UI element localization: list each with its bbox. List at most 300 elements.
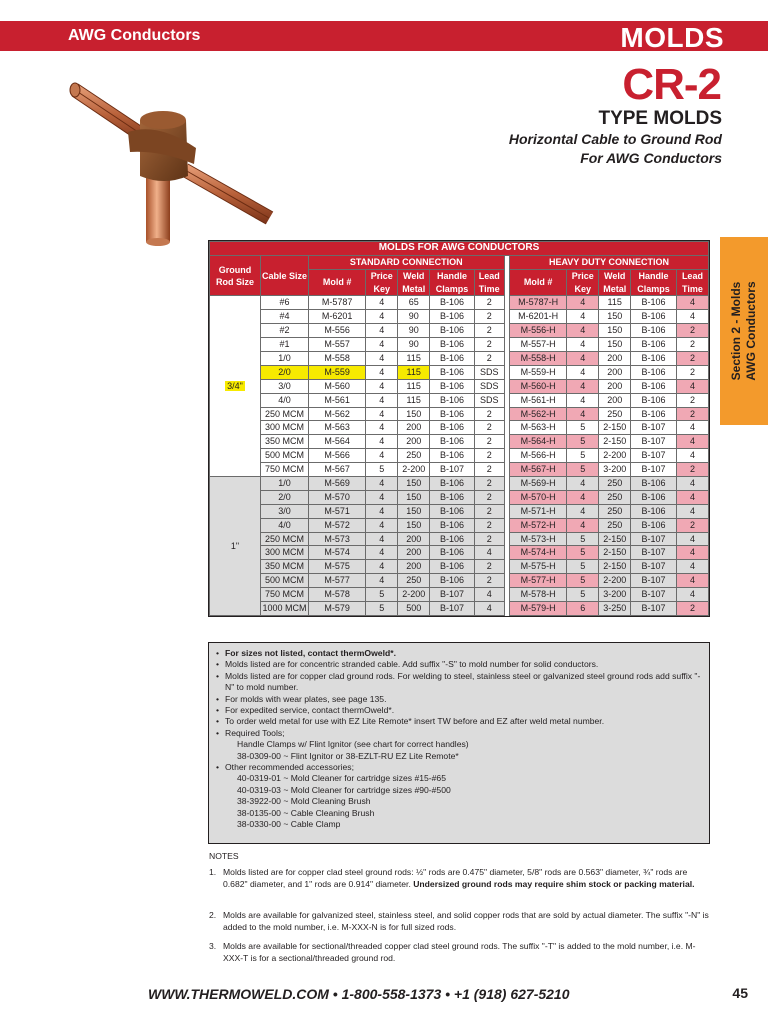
heavy-duty-handle-cell: B-106 xyxy=(631,296,677,310)
heavy-duty-weld-cell: 250 xyxy=(599,407,631,421)
cable-size-cell: 300 MCM xyxy=(261,546,309,560)
standard-mold-cell: M-6201 xyxy=(308,310,365,324)
info-list xyxy=(215,648,703,739)
standard-price-cell: 4 xyxy=(366,476,398,490)
standard-mold-cell: M-567 xyxy=(308,463,365,477)
note-number: 1. xyxy=(209,867,217,877)
heavy-duty-handle-cell: B-106 xyxy=(631,351,677,365)
standard-price-cell: 4 xyxy=(366,338,398,352)
hd-handle-clamps-header: Handle Clamps xyxy=(631,269,677,296)
heavy-duty-weld-cell: 250 xyxy=(599,476,631,490)
standard-lead-cell: 2 xyxy=(474,324,504,338)
info-box xyxy=(208,642,710,844)
note-1 xyxy=(209,866,714,891)
heavy-duty-mold-cell: M-563-H xyxy=(509,421,566,435)
table-row xyxy=(210,504,709,518)
standard-handle-cell: B-106 xyxy=(430,310,475,324)
heavy-duty-weld-cell: 200 xyxy=(599,351,631,365)
heavy-duty-handle-cell: B-106 xyxy=(631,393,677,407)
standard-price-cell: 4 xyxy=(366,310,398,324)
cable-size-cell: 250 MCM xyxy=(261,532,309,546)
standard-handle-cell: B-106 xyxy=(430,296,475,310)
heavy-duty-mold-cell: M-567-H xyxy=(509,463,566,477)
standard-price-cell: 4 xyxy=(366,296,398,310)
heavy-duty-lead-cell: 4 xyxy=(676,546,708,560)
heavy-duty-weld-cell: 250 xyxy=(599,518,631,532)
standard-mold-cell: M-558 xyxy=(308,351,365,365)
standard-mold-cell: M-572 xyxy=(308,518,365,532)
heavy-duty-mold-cell: M-569-H xyxy=(509,476,566,490)
heavy-duty-mold-cell: M-579-H xyxy=(509,601,566,615)
product-code: CR-2 xyxy=(622,60,721,109)
heavy-duty-price-cell: 4 xyxy=(567,338,599,352)
heavy-duty-handle-cell: B-106 xyxy=(631,379,677,393)
standard-price-cell: 5 xyxy=(366,601,398,615)
table-row xyxy=(210,518,709,532)
standard-handle-cell: B-106 xyxy=(430,407,475,421)
heavy-duty-price-cell: 5 xyxy=(567,421,599,435)
heavy-duty-price-cell: 4 xyxy=(567,476,599,490)
ground-rod-size-label: 3/4" xyxy=(227,380,243,391)
standard-handle-cell: B-106 xyxy=(430,518,475,532)
standard-price-cell: 4 xyxy=(366,560,398,574)
standard-handle-cell: B-106 xyxy=(430,379,475,393)
heavy-duty-lead-cell: 2 xyxy=(676,324,708,338)
standard-lead-cell: 2 xyxy=(474,574,504,588)
standard-lead-cell: 2 xyxy=(474,476,504,490)
heavy-duty-handle-cell: B-106 xyxy=(631,365,677,379)
ground-rod-size-cell xyxy=(210,296,261,477)
table-row xyxy=(210,365,709,379)
heavy-duty-weld-cell: 3-250 xyxy=(599,601,631,615)
heavy-duty-lead-cell: 2 xyxy=(676,338,708,352)
side-tab-line-1: Section 2 - Molds xyxy=(729,281,743,381)
standard-mold-cell: M-574 xyxy=(308,546,365,560)
note-2 xyxy=(209,909,714,934)
heavy-duty-lead-cell: 4 xyxy=(676,574,708,588)
hd-mold-header: Mold # xyxy=(509,269,566,296)
cable-size-cell: 1000 MCM xyxy=(261,601,309,615)
standard-lead-cell: 2 xyxy=(474,310,504,324)
hd-weld-metal-header: Weld Metal xyxy=(599,269,631,296)
info-bold-text: For sizes not listed, contact thermOweld*. xyxy=(225,648,396,658)
standard-price-cell: 4 xyxy=(366,379,398,393)
cable-size-cell: 500 MCM xyxy=(261,574,309,588)
heavy-duty-price-cell: 4 xyxy=(567,365,599,379)
heavy-duty-handle-cell: B-106 xyxy=(631,310,677,324)
cable-size-cell: 250 MCM xyxy=(261,407,309,421)
note-body: Molds listed are for copper clad steel ground rods: ½" rods are 0.475" diameter, 5/8" rods are 0.563" diameter, ¾" rods are 0.682" diameter, and 1" rods are 0.914" diameter. xyxy=(223,867,688,890)
standard-price-cell: 5 xyxy=(366,463,398,477)
cable-size-header: Cable Size xyxy=(261,255,309,295)
heavy-duty-handle-cell: B-106 xyxy=(631,338,677,352)
ground-rod xyxy=(146,172,170,246)
info-sub-item: 38-0330-00 ~ Cable Clamp xyxy=(237,819,341,830)
standard-weld-cell: 150 xyxy=(398,476,430,490)
heavy-duty-mold-cell: M-564-H xyxy=(509,435,566,449)
standard-mold-cell: M-557 xyxy=(308,338,365,352)
standard-price-cell: 4 xyxy=(366,532,398,546)
standard-lead-cell: 4 xyxy=(474,588,504,602)
heavy-duty-lead-cell: 2 xyxy=(676,601,708,615)
heavy-duty-weld-cell: 2-200 xyxy=(599,449,631,463)
heavy-duty-weld-cell: 200 xyxy=(599,365,631,379)
heavy-duty-mold-cell: M-573-H xyxy=(509,532,566,546)
table-row xyxy=(210,351,709,365)
standard-weld-cell: 250 xyxy=(398,449,430,463)
standard-handle-cell: B-106 xyxy=(430,449,475,463)
standard-lead-cell: 4 xyxy=(474,546,504,560)
standard-handle-cell: B-106 xyxy=(430,435,475,449)
molds-table-body xyxy=(210,296,709,615)
standard-handle-cell: B-106 xyxy=(430,324,475,338)
heavy-duty-mold-cell: M-578-H xyxy=(509,588,566,602)
std-lead-time-header: Lead Time xyxy=(474,269,504,296)
table-row xyxy=(210,476,709,490)
standard-lead-cell: 2 xyxy=(474,449,504,463)
standard-handle-cell: B-106 xyxy=(430,351,475,365)
standard-weld-cell: 150 xyxy=(398,518,430,532)
standard-lead-cell: 2 xyxy=(474,490,504,504)
table-row xyxy=(210,379,709,393)
standard-handle-cell: B-107 xyxy=(430,463,475,477)
table-row xyxy=(210,490,709,504)
table-row xyxy=(210,532,709,546)
product-subtitle-2: For AWG Conductors xyxy=(580,150,722,166)
standard-price-cell: 4 xyxy=(366,449,398,463)
std-price-key-header: Price Key xyxy=(366,269,398,296)
heavy-duty-weld-cell: 2-150 xyxy=(599,546,631,560)
info-sub-item: Handle Clamps w/ Flint Ignitor (see chart for correct handles) xyxy=(237,739,469,750)
info-item: • Required Tools; xyxy=(215,728,703,739)
standard-mold-cell: M-566 xyxy=(308,449,365,463)
standard-weld-cell: 2-200 xyxy=(398,588,430,602)
hd-lead-time-header: Lead Time xyxy=(676,269,708,296)
standard-weld-cell: 200 xyxy=(398,560,430,574)
product-type-title: TYPE MOLDS xyxy=(598,108,722,129)
heavy-duty-handle-cell: B-107 xyxy=(631,532,677,546)
heavy-duty-price-cell: 4 xyxy=(567,324,599,338)
note-bold: Undersized ground rods may require shim stock or packing material. xyxy=(413,879,695,890)
cable-size-cell: 3/0 xyxy=(261,379,309,393)
info-item: • Other recommended accessories; xyxy=(215,762,703,773)
heavy-duty-handle-cell: B-107 xyxy=(631,588,677,602)
heavy-duty-lead-cell: 4 xyxy=(676,435,708,449)
heavy-duty-price-cell: 4 xyxy=(567,310,599,324)
heavy-duty-price-cell: 4 xyxy=(567,379,599,393)
heavy-duty-weld-cell: 150 xyxy=(599,310,631,324)
heavy-duty-handle-cell: B-107 xyxy=(631,574,677,588)
info-list xyxy=(215,762,703,773)
table-row xyxy=(210,574,709,588)
heavy-duty-price-cell: 6 xyxy=(567,601,599,615)
heavy-duty-price-cell: 4 xyxy=(567,518,599,532)
cable-size-cell: 4/0 xyxy=(261,518,309,532)
standard-weld-cell: 65 xyxy=(398,296,430,310)
standard-weld-cell: 90 xyxy=(398,310,430,324)
heavy-duty-handle-cell: B-106 xyxy=(631,324,677,338)
standard-weld-cell: 2-200 xyxy=(398,463,430,477)
heavy-duty-mold-cell: M-557-H xyxy=(509,338,566,352)
standard-mold-cell: M-575 xyxy=(308,560,365,574)
molds-table-container xyxy=(208,240,710,617)
cable-size-cell: 750 MCM xyxy=(261,463,309,477)
heavy-duty-price-cell: 4 xyxy=(567,296,599,310)
heavy-duty-price-cell: 5 xyxy=(567,449,599,463)
heavy-duty-handle-cell: B-107 xyxy=(631,560,677,574)
standard-handle-cell: B-106 xyxy=(430,476,475,490)
product-subtitle-1: Horizontal Cable to Ground Rod xyxy=(508,131,722,147)
table-row xyxy=(210,435,709,449)
table-row xyxy=(210,601,709,615)
standard-lead-cell: 2 xyxy=(474,560,504,574)
info-sub-item: 40-0319-03 ~ Mold Cleaner for cartridge sizes #90-#500 xyxy=(237,784,451,795)
footer-contact[interactable]: WWW.THERMOWELD.COM • 1-800-558-1373 • +1 (918) 627-5210 xyxy=(148,986,570,1002)
standard-lead-cell: SDS xyxy=(474,365,504,379)
cable-size-cell: 300 MCM xyxy=(261,421,309,435)
info-item: • Molds listed are for copper clad ground rods. For welding to steel, stainless steel or galvanized steel ground rods add suffix "-N" to mold number. xyxy=(215,671,703,694)
standard-lead-cell: 2 xyxy=(474,504,504,518)
standard-weld-cell: 200 xyxy=(398,546,430,560)
cable-size-cell: 1/0 xyxy=(261,476,309,490)
heavy-duty-handle-cell: B-106 xyxy=(631,476,677,490)
table-row xyxy=(210,310,709,324)
standard-mold-cell: M-579 xyxy=(308,601,365,615)
standard-handle-cell: B-106 xyxy=(430,490,475,504)
standard-weld-cell: 150 xyxy=(398,407,430,421)
standard-price-cell: 4 xyxy=(366,490,398,504)
heavy-duty-weld-cell: 3-200 xyxy=(599,588,631,602)
heavy-duty-weld-cell: 2-150 xyxy=(599,421,631,435)
heavy-duty-handle-cell: B-107 xyxy=(631,601,677,615)
standard-weld-cell: 250 xyxy=(398,574,430,588)
cable-size-cell: 1/0 xyxy=(261,351,309,365)
page-number: 45 xyxy=(732,985,748,1001)
standard-handle-cell: B-106 xyxy=(430,365,475,379)
cable-size-cell: #2 xyxy=(261,324,309,338)
table-row xyxy=(210,393,709,407)
standard-mold-cell: M-564 xyxy=(308,435,365,449)
heavy-duty-lead-cell: 2 xyxy=(676,365,708,379)
table-row xyxy=(210,560,709,574)
heavy-duty-weld-cell: 2-150 xyxy=(599,560,631,574)
heavy-duty-price-cell: 5 xyxy=(567,574,599,588)
table-row xyxy=(210,407,709,421)
info-sub-item: 38-0309-00 ~ Flint Ignitor or 38-EZLT-RU EZ Lite Remote* xyxy=(237,750,459,761)
table-row xyxy=(210,463,709,477)
standard-weld-cell: 200 xyxy=(398,435,430,449)
standard-price-cell: 4 xyxy=(366,324,398,338)
header-band xyxy=(0,21,768,51)
standard-handle-cell: B-106 xyxy=(430,338,475,352)
info-item xyxy=(215,648,703,659)
standard-weld-cell: 115 xyxy=(398,351,430,365)
standard-price-cell: 4 xyxy=(366,421,398,435)
heavy-duty-mold-cell: M-566-H xyxy=(509,449,566,463)
standard-mold-cell: M-571 xyxy=(308,504,365,518)
cable-size-cell: 3/0 xyxy=(261,504,309,518)
heavy-duty-lead-cell: 2 xyxy=(676,393,708,407)
standard-price-cell: 4 xyxy=(366,435,398,449)
heavy-duty-weld-cell: 150 xyxy=(599,324,631,338)
ground-rod-size-cell xyxy=(210,476,261,615)
heavy-duty-lead-cell: 4 xyxy=(676,588,708,602)
std-weld-metal-header: Weld Metal xyxy=(398,269,430,296)
heavy-duty-mold-cell: M-556-H xyxy=(509,324,566,338)
info-sub-item: 38-0135-00 ~ Cable Cleaning Brush xyxy=(237,807,375,818)
cable-right xyxy=(182,164,273,224)
standard-lead-cell: 2 xyxy=(474,338,504,352)
heavy-duty-lead-cell: 4 xyxy=(676,310,708,324)
heavy-duty-price-cell: 4 xyxy=(567,351,599,365)
standard-weld-cell: 90 xyxy=(398,338,430,352)
info-item: • For molds with wear plates, see page 135. xyxy=(215,694,703,705)
heavy-duty-price-cell: 5 xyxy=(567,546,599,560)
heavy-duty-mold-cell: M-571-H xyxy=(509,504,566,518)
info-sub-item: 38-3922-00 ~ Mold Cleaning Brush xyxy=(237,796,371,807)
heavy-duty-lead-cell: 2 xyxy=(676,518,708,532)
heavy-duty-weld-cell: 150 xyxy=(599,338,631,352)
heavy-duty-lead-cell: 4 xyxy=(676,490,708,504)
table-title: MOLDS FOR AWG CONDUCTORS xyxy=(210,242,709,256)
heavy-duty-mold-cell: M-5787-H xyxy=(509,296,566,310)
heavy-duty-lead-cell: 2 xyxy=(676,407,708,421)
heavy-duty-mold-cell: M-577-H xyxy=(509,574,566,588)
heavy-duty-price-cell: 4 xyxy=(567,504,599,518)
cable-size-cell: #1 xyxy=(261,338,309,352)
heavy-duty-mold-cell: M-560-H xyxy=(509,379,566,393)
table-row xyxy=(210,324,709,338)
standard-handle-cell: B-106 xyxy=(430,504,475,518)
standard-price-cell: 4 xyxy=(366,518,398,532)
heavy-duty-connection-header: HEAVY DUTY CONNECTION xyxy=(509,255,708,269)
heavy-duty-price-cell: 5 xyxy=(567,560,599,574)
table-row xyxy=(210,296,709,310)
heavy-duty-mold-cell: M-558-H xyxy=(509,351,566,365)
heavy-duty-handle-cell: B-106 xyxy=(631,518,677,532)
standard-mold-cell: M-562 xyxy=(308,407,365,421)
heavy-duty-lead-cell: 4 xyxy=(676,476,708,490)
heavy-duty-weld-cell: 250 xyxy=(599,504,631,518)
ground-rod-size-header: Ground Rod Size xyxy=(210,255,261,295)
std-handle-clamps-header: Handle Clamps xyxy=(430,269,475,296)
info-item: • For expedited service, contact thermOweld*. xyxy=(215,705,703,716)
std-mold-header: Mold # xyxy=(308,269,365,296)
heavy-duty-weld-cell: 2-150 xyxy=(599,435,631,449)
heavy-duty-weld-cell: 3-200 xyxy=(599,463,631,477)
standard-price-cell: 4 xyxy=(366,504,398,518)
heavy-duty-handle-cell: B-106 xyxy=(631,407,677,421)
mold-connection-illustration xyxy=(68,72,283,247)
heavy-duty-mold-cell: M-575-H xyxy=(509,560,566,574)
heavy-duty-lead-cell: 4 xyxy=(676,504,708,518)
heavy-duty-price-cell: 4 xyxy=(567,407,599,421)
heavy-duty-handle-cell: B-107 xyxy=(631,421,677,435)
note-text xyxy=(209,866,714,891)
category-title: MOLDS xyxy=(620,22,724,53)
heavy-duty-weld-cell: 2-150 xyxy=(599,532,631,546)
table-row xyxy=(210,421,709,435)
heavy-duty-price-cell: 4 xyxy=(567,393,599,407)
standard-mold-cell: M-559 xyxy=(308,365,365,379)
standard-mold-cell: M-578 xyxy=(308,588,365,602)
heavy-duty-mold-cell: M-561-H xyxy=(509,393,566,407)
standard-lead-cell: 2 xyxy=(474,532,504,546)
standard-price-cell: 4 xyxy=(366,546,398,560)
standard-connection-header: STANDARD CONNECTION xyxy=(308,255,504,269)
standard-lead-cell: 2 xyxy=(474,518,504,532)
standard-handle-cell: B-106 xyxy=(430,421,475,435)
table-row xyxy=(210,449,709,463)
heavy-duty-weld-cell: 200 xyxy=(599,379,631,393)
info-item: • To order weld metal for use with EZ Lite Remote* insert TW before and EZ after weld metal number. xyxy=(215,716,703,727)
standard-lead-cell: 2 xyxy=(474,351,504,365)
standard-mold-cell: M-563 xyxy=(308,421,365,435)
heavy-duty-handle-cell: B-106 xyxy=(631,490,677,504)
standard-price-cell: 4 xyxy=(366,351,398,365)
heavy-duty-handle-cell: B-106 xyxy=(631,504,677,518)
standard-handle-cell: B-106 xyxy=(430,546,475,560)
cable-size-cell: 2/0 xyxy=(261,365,309,379)
standard-weld-cell: 150 xyxy=(398,490,430,504)
note-3 xyxy=(209,940,714,965)
weld-body xyxy=(128,111,196,181)
heavy-duty-lead-cell: 4 xyxy=(676,560,708,574)
heavy-duty-price-cell: 4 xyxy=(567,490,599,504)
cable-size-cell: 4/0 xyxy=(261,393,309,407)
heavy-duty-mold-cell: M-562-H xyxy=(509,407,566,421)
standard-handle-cell: B-106 xyxy=(430,532,475,546)
heavy-duty-handle-cell: B-107 xyxy=(631,463,677,477)
section-title: AWG Conductors xyxy=(68,27,201,44)
table-row xyxy=(210,588,709,602)
standard-price-cell: 4 xyxy=(366,365,398,379)
cable-size-cell: #4 xyxy=(261,310,309,324)
standard-price-cell: 4 xyxy=(366,407,398,421)
ground-rod-size-label: 1" xyxy=(230,540,240,551)
standard-price-cell: 5 xyxy=(366,588,398,602)
standard-mold-cell: M-556 xyxy=(308,324,365,338)
heavy-duty-mold-cell: M-6201-H xyxy=(509,310,566,324)
heavy-duty-handle-cell: B-107 xyxy=(631,449,677,463)
standard-weld-cell: 150 xyxy=(398,504,430,518)
standard-lead-cell: 4 xyxy=(474,601,504,615)
standard-mold-cell: M-561 xyxy=(308,393,365,407)
standard-weld-cell: 90 xyxy=(398,324,430,338)
note-number: 2. xyxy=(209,910,217,920)
section-side-tab[interactable] xyxy=(720,237,768,425)
table-row xyxy=(210,546,709,560)
heavy-duty-lead-cell: 4 xyxy=(676,532,708,546)
info-item: • Molds listed are for concentric stranded cable. Add suffix "-S" to mold number for solid conductors. xyxy=(215,659,703,670)
standard-lead-cell: 2 xyxy=(474,435,504,449)
standard-handle-cell: B-107 xyxy=(430,588,475,602)
heavy-duty-price-cell: 5 xyxy=(567,435,599,449)
hd-price-key-header: Price Key xyxy=(567,269,599,296)
heavy-duty-mold-cell: M-574-H xyxy=(509,546,566,560)
table-row xyxy=(210,338,709,352)
heavy-duty-weld-cell: 250 xyxy=(599,490,631,504)
standard-price-cell: 4 xyxy=(366,393,398,407)
heavy-duty-lead-cell: 4 xyxy=(676,296,708,310)
standard-price-cell: 4 xyxy=(366,574,398,588)
heavy-duty-mold-cell: M-572-H xyxy=(509,518,566,532)
note-number: 3. xyxy=(209,941,217,951)
notes-title: NOTES xyxy=(209,851,239,861)
standard-handle-cell: B-106 xyxy=(430,393,475,407)
heavy-duty-handle-cell: B-107 xyxy=(631,546,677,560)
standard-mold-cell: M-569 xyxy=(308,476,365,490)
